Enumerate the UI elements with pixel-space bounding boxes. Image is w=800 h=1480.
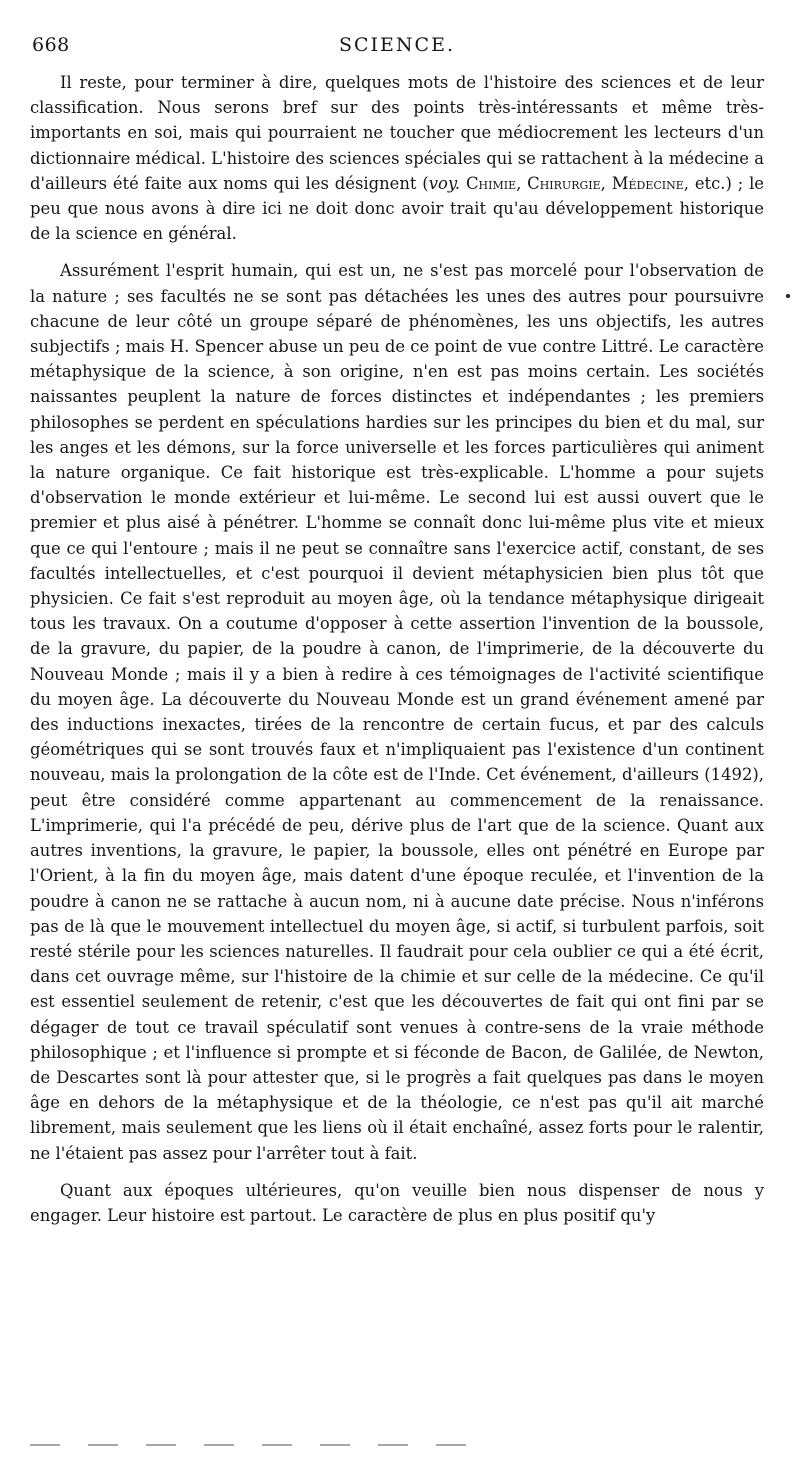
cross-ref-sep-2: , xyxy=(600,173,612,193)
bottom-print-artifact xyxy=(30,1444,490,1446)
cross-ref-medecine: Médecine xyxy=(611,173,684,193)
paragraph-later-epochs: Quant aux époques ultérieures, qu'on veuille bien nous dispenser de nous y engager. Leur histoire est partout. Le caractère de plus en plus positif qu'y xyxy=(30,1180,764,1225)
paragraph-metaphysics: Assurément l'esprit humain, qui est un, ne s'est pas morcelé pour l'observation de la nature ; ses facultés ne se sont pas détachées les unes des autres pour poursuivre chacune de leur côté un groupe séparé de phénomènes, les uns objectifs, les autres subjectifs ; mais H. Spencer abuse un peu de ce point de vue contre Littré. Le caractère métaphysique de la science, à son origine, n'en est pas moins certain. Les sociétés naissantes peuplent la nature de forces distinctes et indépendantes ; les premiers philosophes se perdent en spéculations hardies sur les principes du bien et du mal, sur les anges et les démons, sur la force universelle et les forces particulières qui animent la nature organique. Ce fait historique est très-explicable. L'homme a pour sujets d'observation le monde extérieur et lui-même. Le second lui est aussi ouvert que le premier et plus aisé à pénétrer. L'homme se connaît donc lui-même plus vite et mieux que ce qui l'entoure ; mais il ne peut se connaître sans l'exercice actif, constant, de ses facultés intellectuelles, et c'est pourquoi il devient métaphysicien bien plus tôt que physicien. Ce fait s'est reproduit au moyen âge, où la tendance métaphysique dirigeait tous les travaux. On a coutume d'opposer à cette assertion l'invention de la boussole, de la gravure, du papier, de la poudre à canon, de l'imprimerie, de la découverte du Nouveau Monde ; mais il y a bien à redire à ces témoignages de l'activité scientifique du moyen âge. La découverte du Nouveau Monde est un grand événement amené par des inductions inexactes, tirées de la rencontre de certain fucus, et par des calculs géométriques qui se sont trouvés faux et n'impliquaient pas l'existence d'un continent nouveau, mais la prolongation de la côte est de l'Inde. Cet événement, d'ailleurs (1492), peut être considéré comme appartenant au commencement de la renaissance. L'imprimerie, qui l'a précédé de peu, dérive plus de l'art que de la science. Quant aux autres inventions, la gravure, le papier, la boussole, elles ont pénétré en Europe par l'Orient, à la fin du moyen âge, mais datent d'une époque reculée, et l'invention de la poudre à canon ne se rattache à aucun nom, ni à aucune date précise. Nous n'inférons pas de là que le mouvement intellectuel du moyen âge, si actif, si turbulent parfois, soit resté stérile pour les sciences naturelles. Il faudrait pour cela oublier ce qui a été écrit, dans cet ouvrage même, sur l'histoire de la chimie et sur celle de la médecine. Ce qu'il est essentiel seulement de retenir, c'est que les découvertes de fait qui ont fini par se dégager de tout ce travail spéculatif sont venues à contre-sens de la vraie méthode philosophique ; et l'influence si prompte et si féconde de Bacon, de Galilée, de Newton, de Descartes sont là pour attester que, si le progrès a fait quelques pas dans le moyen âge en dehors de la métaphysique et de la théologie, ce n'est pas qu'il ait marché librement, mais seulement que les liens où il était enchaîné, assez forts pour le ralentir, ne l'étaient pas assez pour l'arrêter tout à fait. xyxy=(30,261,765,1163)
page-number: 668 xyxy=(32,34,70,56)
cross-ref-sep-1: , xyxy=(516,173,528,193)
paragraph-1-text-a: Il reste, pour terminer à dire, quelques mots de l'histoire des sciences et de leur classification. Nous serons bref sur des points très-intéressants et même très-importants en soi, mais qui pourraient ne toucher que médiocrement les lecteurs d'un dictionnaire médical. L'histoire des sciences spéciales qui se rattachent à la médecine a d'ailleurs été faite aux noms qui les désignent ( xyxy=(30,73,764,193)
voy-abbrev: voy. xyxy=(428,173,461,193)
cross-ref-chimie: Chimie xyxy=(465,173,517,193)
cross-ref-chirurgie: Chirurgie xyxy=(527,173,601,193)
paragraph-history-intro xyxy=(30,70,764,246)
margin-speck xyxy=(786,294,790,298)
running-head xyxy=(30,28,764,58)
body-text xyxy=(30,70,764,1228)
running-title: SCIENCE. xyxy=(338,34,455,56)
paragraph-1-text-b: , etc.) ; le peu que nous avons à dire ici ne doit donc avoir trait qu'au développement historique de la science en général. xyxy=(30,173,765,244)
